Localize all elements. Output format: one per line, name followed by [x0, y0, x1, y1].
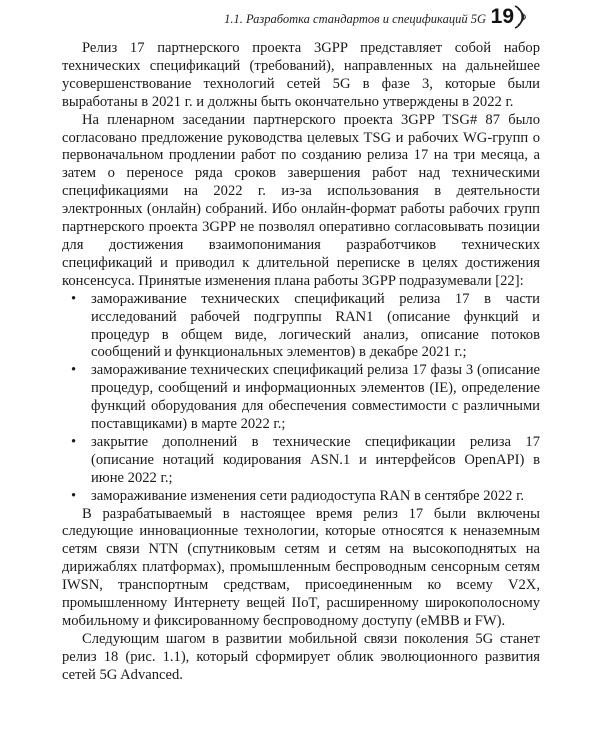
- bullet-marker: •: [71, 290, 77, 307]
- list-item-text: замораживание технических спецификаций релиза 17 фазы 3 (описание процедур, сообщений и информационных элементов (IE), определение функций оборудования для обеспечения совместимости с различными поставщиками) в марте 2022 г.;: [91, 362, 540, 433]
- body-text: [62, 40, 540, 685]
- paragraph-release18: Следующим шагом в развитии мобильной связи поколения 5G станет релиз 18 (рис. 1.1), который сформирует облик эволюционного развития сетей 5G Advanced.: [62, 630, 540, 683]
- paragraph-innovations: В разрабатываемый в настоящее время релиз 17 были включены следующие инновационные технологии, которые относятся к неназемным сетям связи NTN (спутниковым сетям и сетям на высокоподнятых на дирижаблях платформах), промышленным беспроводным сенсорным сетям IWSN, транспортным средствам, присоединенным ко всему V2X, промышленному Интернету вещей IIoT, расширенному широкополосному мобильному и фиксированному беспроводному доступу (eMBB и FW).: [62, 505, 540, 629]
- swirl-ornament-icon: [512, 2, 538, 32]
- list-item-text: замораживание технических спецификаций релиза 17 в части исследований рабочей подгруппы RAN1 (описание функций и процедур в общем виде, логический анализ, описание потоков сообщений и функциональных элементов) в декабре 2021 г.;: [91, 290, 540, 361]
- paragraph-release17-intro: Релиз 17 партнерского проекта 3GPP представляет собой набор технических спецификаций (требований), направленных на дальнейшее усовершенствование технологий сетей 5G в фазе 3, которые были выработаны в 2021 г. и должны быть окончательно утверждены в 2022 г.: [62, 40, 540, 110]
- list-item: [62, 434, 540, 488]
- paragraph-plenary-meeting: На пленарном заседании партнерского проекта 3GPP TSG# 87 было согласовано предложение руководства целевых TSG и рабочих WG-групп о первоначальном продлении работ по созданию релиза 17 на три месяца, а затем о переносе ряда сроков завершения работ над техническими спецификациями на 2022 г. из-за использования в деятельности электронных (онлайн) собраний. Ибо онлайн-формат работы рабочих групп партнерского проекта 3GPP не позволял оперативно согласовывать позиции для достижения взаимопонимания разработчиков технических спецификаций и приводил к длительной переписке в целях достижения консенсуса. Принятые изменения плана работы 3GPP подразумевали [22]:: [62, 111, 540, 289]
- bullet-marker: •: [71, 487, 77, 504]
- bullet-marker: •: [71, 362, 77, 379]
- list-item: [62, 488, 540, 506]
- list-item-text: замораживание изменения сети радиодоступа RAN в сентябре 2022 г.: [91, 487, 525, 504]
- page-header: [0, 0, 600, 40]
- running-title: 1.1. Разработка стандартов и спецификаций 5G: [224, 12, 486, 26]
- bullet-list: [62, 291, 540, 506]
- page-number: 19: [490, 5, 514, 28]
- bullet-marker: •: [71, 433, 77, 450]
- list-item: [62, 291, 540, 363]
- list-item-text: закрытие дополнений в технические спецификации релиза 17 (описание нотаций кодирования ASN.1 и интерфейсов OpenAPI) в июне 2022 г.;: [91, 433, 540, 486]
- list-item: [62, 362, 540, 434]
